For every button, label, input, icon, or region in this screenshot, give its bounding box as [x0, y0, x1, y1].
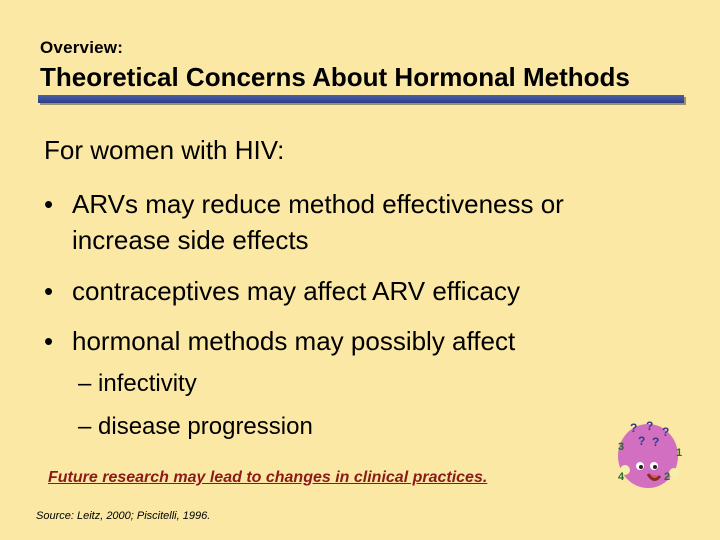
subbullet-item: – disease progression: [78, 413, 313, 440]
question-mark: ?: [652, 435, 660, 449]
question-mark: ?: [646, 419, 654, 433]
title-divider: [38, 95, 684, 103]
bullet-item: [44, 186, 664, 258]
question-mark: ?: [662, 425, 670, 439]
bullet-text: hormonal methods may possibly affect: [72, 326, 516, 356]
slide-title: Theoretical Concerns About Hormonal Methods: [40, 62, 630, 92]
bullet-item: [44, 273, 664, 309]
bullet-dot: •: [44, 326, 54, 356]
slide-kicker: Overview:: [40, 38, 124, 57]
subbullet-item: – infectivity: [78, 370, 197, 397]
bullet-text: contraceptives may affect ARV efficacy: [72, 276, 521, 306]
bullet-item: [44, 323, 664, 359]
bullet-text: ARVs may reduce method effectiveness or increase side effects: [72, 189, 564, 255]
lead-text: For women with HIV:: [44, 135, 285, 165]
icon-number: 3: [618, 441, 625, 453]
icon-number: 2: [664, 471, 671, 483]
source-citation: Source: Leitz, 2000; Piscitelli, 1996.: [36, 510, 211, 522]
icon-number: 4: [618, 471, 625, 483]
research-note: Future research may lead to changes in clinical practices.: [48, 469, 488, 486]
question-mark: ?: [630, 421, 638, 435]
icon-number: 1: [676, 447, 683, 459]
bullet-dot: •: [44, 189, 54, 219]
puzzled-head-icon: [610, 418, 686, 490]
question-mark: ?: [638, 434, 646, 448]
bullet-dot: •: [44, 276, 54, 306]
